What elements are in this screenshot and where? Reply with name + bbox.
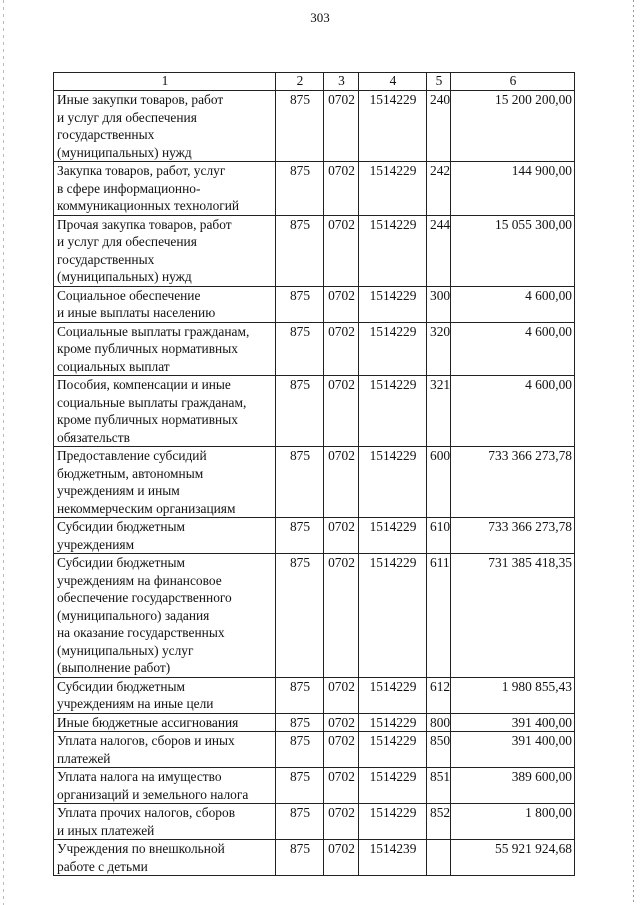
row-name: Прочая закупка товаров, работ и услуг для обеспечения государственных (муниципальных) нужд: [54, 215, 276, 286]
table-row: [54, 804, 575, 840]
row-code-section: 0702: [324, 447, 359, 518]
row-code-1: 875: [276, 215, 324, 286]
table-row: [54, 677, 575, 713]
scan-edge-right: [633, 0, 634, 905]
row-code-section: 0702: [324, 286, 359, 322]
row-amount: 391 400,00: [451, 732, 575, 768]
row-code-1: 875: [276, 732, 324, 768]
row-code-1: 875: [276, 286, 324, 322]
table-row: [54, 162, 575, 216]
table-row: [54, 732, 575, 768]
row-name: Субсидии бюджетным учреждениям на иные цели: [54, 677, 276, 713]
column-header-2: 2: [276, 73, 324, 91]
row-code-1: 875: [276, 162, 324, 216]
row-name: Иные закупки товаров, работ и услуг для обеспечения государственных (муниципальных) нужд: [54, 91, 276, 162]
row-code-section: 0702: [324, 91, 359, 162]
row-code-1: 875: [276, 322, 324, 376]
row-code-section: 0702: [324, 768, 359, 804]
row-name: Предоставление субсидий бюджетным, автономным учреждениям и иным некоммерческим организациям: [54, 447, 276, 518]
row-code-target: 1514229: [359, 447, 427, 518]
table-row: [54, 286, 575, 322]
row-amount: 1 980 855,43: [451, 677, 575, 713]
table-row: [54, 713, 575, 732]
row-amount: 389 600,00: [451, 768, 575, 804]
row-code-expense-type: 851: [427, 768, 451, 804]
row-amount: 4 600,00: [451, 322, 575, 376]
row-code-target: 1514229: [359, 322, 427, 376]
row-code-expense-type: [427, 840, 451, 876]
row-code-expense-type: 321: [427, 376, 451, 447]
row-amount: 391 400,00: [451, 713, 575, 732]
row-code-section: 0702: [324, 376, 359, 447]
row-code-section: 0702: [324, 713, 359, 732]
row-code-1: 875: [276, 376, 324, 447]
row-amount: 15 200 200,00: [451, 91, 575, 162]
table-row: [54, 554, 575, 678]
column-header-1: 1: [54, 73, 276, 91]
row-code-1: 875: [276, 91, 324, 162]
row-code-1: 875: [276, 768, 324, 804]
row-code-section: 0702: [324, 162, 359, 216]
row-name: Закупка товаров, работ, услуг в сфере информационно- коммуникационных технологий: [54, 162, 276, 216]
row-code-expense-type: 852: [427, 804, 451, 840]
row-amount: 731 385 418,35: [451, 554, 575, 678]
row-amount: 1 800,00: [451, 804, 575, 840]
row-code-section: 0702: [324, 840, 359, 876]
row-name: Уплата налогов, сборов и иных платежей: [54, 732, 276, 768]
table-row: [54, 91, 575, 162]
row-code-section: 0702: [324, 322, 359, 376]
scan-edge-left: [3, 0, 4, 905]
row-code-target: 1514229: [359, 554, 427, 678]
row-code-target: 1514229: [359, 713, 427, 732]
row-amount: 4 600,00: [451, 376, 575, 447]
row-name: Социальное обеспечение и иные выплаты населению: [54, 286, 276, 322]
row-name: Субсидии бюджетным учреждениям: [54, 518, 276, 554]
row-name: Иные бюджетные ассигнования: [54, 713, 276, 732]
column-header-6: 6: [451, 73, 575, 91]
row-code-target: 1514229: [359, 162, 427, 216]
row-code-expense-type: 611: [427, 554, 451, 678]
row-amount: 733 366 273,78: [451, 447, 575, 518]
table-row: [54, 376, 575, 447]
row-code-target: 1514229: [359, 215, 427, 286]
row-code-target: 1514229: [359, 768, 427, 804]
column-header-3: 3: [324, 73, 359, 91]
row-code-target: 1514229: [359, 518, 427, 554]
table-row: [54, 215, 575, 286]
row-code-expense-type: 240: [427, 91, 451, 162]
table-row: [54, 840, 575, 876]
table-row: [54, 518, 575, 554]
row-code-target: 1514239: [359, 840, 427, 876]
row-code-1: 875: [276, 804, 324, 840]
row-code-expense-type: 300: [427, 286, 451, 322]
row-code-expense-type: 244: [427, 215, 451, 286]
row-amount: 733 366 273,78: [451, 518, 575, 554]
row-code-target: 1514229: [359, 376, 427, 447]
column-header-5: 5: [427, 73, 451, 91]
row-code-expense-type: 320: [427, 322, 451, 376]
row-code-section: 0702: [324, 215, 359, 286]
row-code-target: 1514229: [359, 677, 427, 713]
column-header-4: 4: [359, 73, 427, 91]
row-code-expense-type: 610: [427, 518, 451, 554]
row-code-expense-type: 800: [427, 713, 451, 732]
row-code-1: 875: [276, 840, 324, 876]
row-name: Уплата налога на имущество организаций и земельного налога: [54, 768, 276, 804]
row-amount: 55 921 924,68: [451, 840, 575, 876]
row-code-target: 1514229: [359, 91, 427, 162]
row-code-target: 1514229: [359, 732, 427, 768]
row-code-expense-type: 612: [427, 677, 451, 713]
table-row: [54, 447, 575, 518]
table-row: [54, 768, 575, 804]
row-code-expense-type: 850: [427, 732, 451, 768]
row-name: Субсидии бюджетным учреждениям на финансовое обеспечение государственного (муниципального) задания на оказание государственных (муниципальных) услуг (выполнение работ): [54, 554, 276, 678]
row-name: Пособия, компенсации и иные социальные выплаты гражданам, кроме публичных нормативных обязательств: [54, 376, 276, 447]
row-code-section: 0702: [324, 518, 359, 554]
row-code-section: 0702: [324, 732, 359, 768]
row-code-1: 875: [276, 447, 324, 518]
row-code-section: 0702: [324, 677, 359, 713]
row-code-1: 875: [276, 677, 324, 713]
row-amount: 144 900,00: [451, 162, 575, 216]
row-code-expense-type: 600: [427, 447, 451, 518]
row-code-1: 875: [276, 713, 324, 732]
row-code-expense-type: 242: [427, 162, 451, 216]
row-name: Социальные выплаты гражданам, кроме публичных нормативных социальных выплат: [54, 322, 276, 376]
table-row: [54, 322, 575, 376]
row-code-target: 1514229: [359, 804, 427, 840]
row-amount: 15 055 300,00: [451, 215, 575, 286]
header-row: [54, 73, 575, 91]
row-code-1: 875: [276, 554, 324, 678]
row-code-target: 1514229: [359, 286, 427, 322]
row-code-1: 875: [276, 518, 324, 554]
page-number: 303: [310, 10, 330, 25]
row-code-section: 0702: [324, 554, 359, 678]
row-name: Учреждения по внешкольной работе с детьми: [54, 840, 276, 876]
row-code-section: 0702: [324, 804, 359, 840]
budget-table: [53, 72, 575, 876]
row-amount: 4 600,00: [451, 286, 575, 322]
row-name: Уплата прочих налогов, сборов и иных платежей: [54, 804, 276, 840]
